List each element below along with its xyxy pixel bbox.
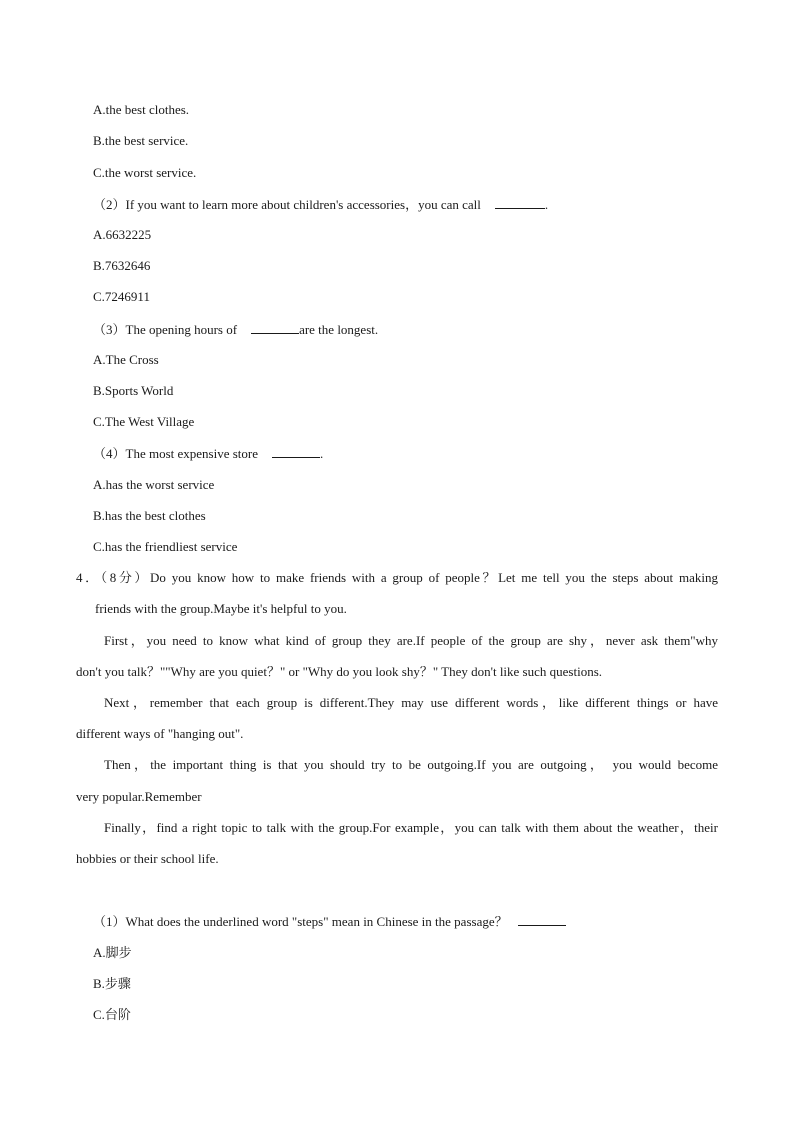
option-b-q3-2: B.7632646 xyxy=(93,258,151,273)
question-q3-4-suffix: . xyxy=(320,446,324,461)
option-a-q3-4: A.has the worst service xyxy=(93,477,215,492)
option-b-q3-1: B.the best service. xyxy=(93,133,189,148)
option-c-q3-1: C.the worst service. xyxy=(93,165,197,180)
answer-blank xyxy=(251,321,299,334)
question-4-1 xyxy=(93,913,566,930)
option-c-q3-4: C.has the friendliest service xyxy=(93,539,238,554)
passage-p3-cont: very popular.Remember xyxy=(76,789,202,804)
option-c-q3-3: C.The West Village xyxy=(93,414,195,429)
option-a-q3-1: A.the best clothes. xyxy=(93,102,190,117)
question-q3-2-suffix: . xyxy=(544,197,549,212)
question-q3-3-suffix: are the longest. xyxy=(299,322,379,337)
answer-blank xyxy=(272,445,320,458)
question-4-header-cont: friends with the group.Maybe it's helpful to you. xyxy=(95,601,347,616)
passage-p2-cont: different ways of "hanging out". xyxy=(76,726,244,741)
question-4-header: 4．（8分）Do you know how to make friends with a group of people？Let me tell you the steps about making xyxy=(76,570,718,585)
option-a-q3-2: A.6632225 xyxy=(93,227,152,242)
option-b-q3-4: B.has the best clothes xyxy=(93,508,206,523)
passage-p3: Then，the important thing is that you should try to be outgoing.If you are outgoing， you would become xyxy=(104,757,718,772)
question-q3-3-text: （3）The opening hours of xyxy=(93,322,238,337)
option-b-q3-3: B.Sports World xyxy=(93,383,174,398)
passage-p4-cont: hobbies or their school life. xyxy=(76,851,219,866)
passage-p2: Next，remember that each group is different.They may use different words，like different things or have xyxy=(104,695,718,710)
option-a-q4-1: A.脚步 xyxy=(93,945,132,960)
question-q3-2 xyxy=(93,196,548,213)
answer-blank xyxy=(495,196,545,209)
question-q3-4-text: （4）The most expensive store xyxy=(93,446,258,461)
question-q3-3 xyxy=(93,321,378,338)
option-c-q4-1: C.台阶 xyxy=(93,1007,131,1022)
option-b-q4-1: B.步骤 xyxy=(93,976,131,991)
answer-blank xyxy=(518,913,566,926)
question-q3-4 xyxy=(93,445,323,462)
option-a-q3-3: A.The Cross xyxy=(93,352,159,367)
passage-p1: First，you need to know what kind of group they are.If people of the group are shy，never ask them"why xyxy=(104,633,718,648)
passage-p1-cont: don't you talk？""Why are you quiet？" or "Why do you look shy？" They don't like such questions. xyxy=(76,664,602,679)
question-q3-2-text: （2）If you want to learn more about children's accessories，you can call xyxy=(93,197,481,212)
passage-p4: Finally，find a right topic to talk with the group.For example，you can talk with them about the weather，their xyxy=(104,820,718,835)
option-c-q3-2: C.7246911 xyxy=(93,289,150,304)
question-4-1-text: （1）What does the underlined word "steps" mean in Chinese in the passage？ xyxy=(93,914,508,929)
